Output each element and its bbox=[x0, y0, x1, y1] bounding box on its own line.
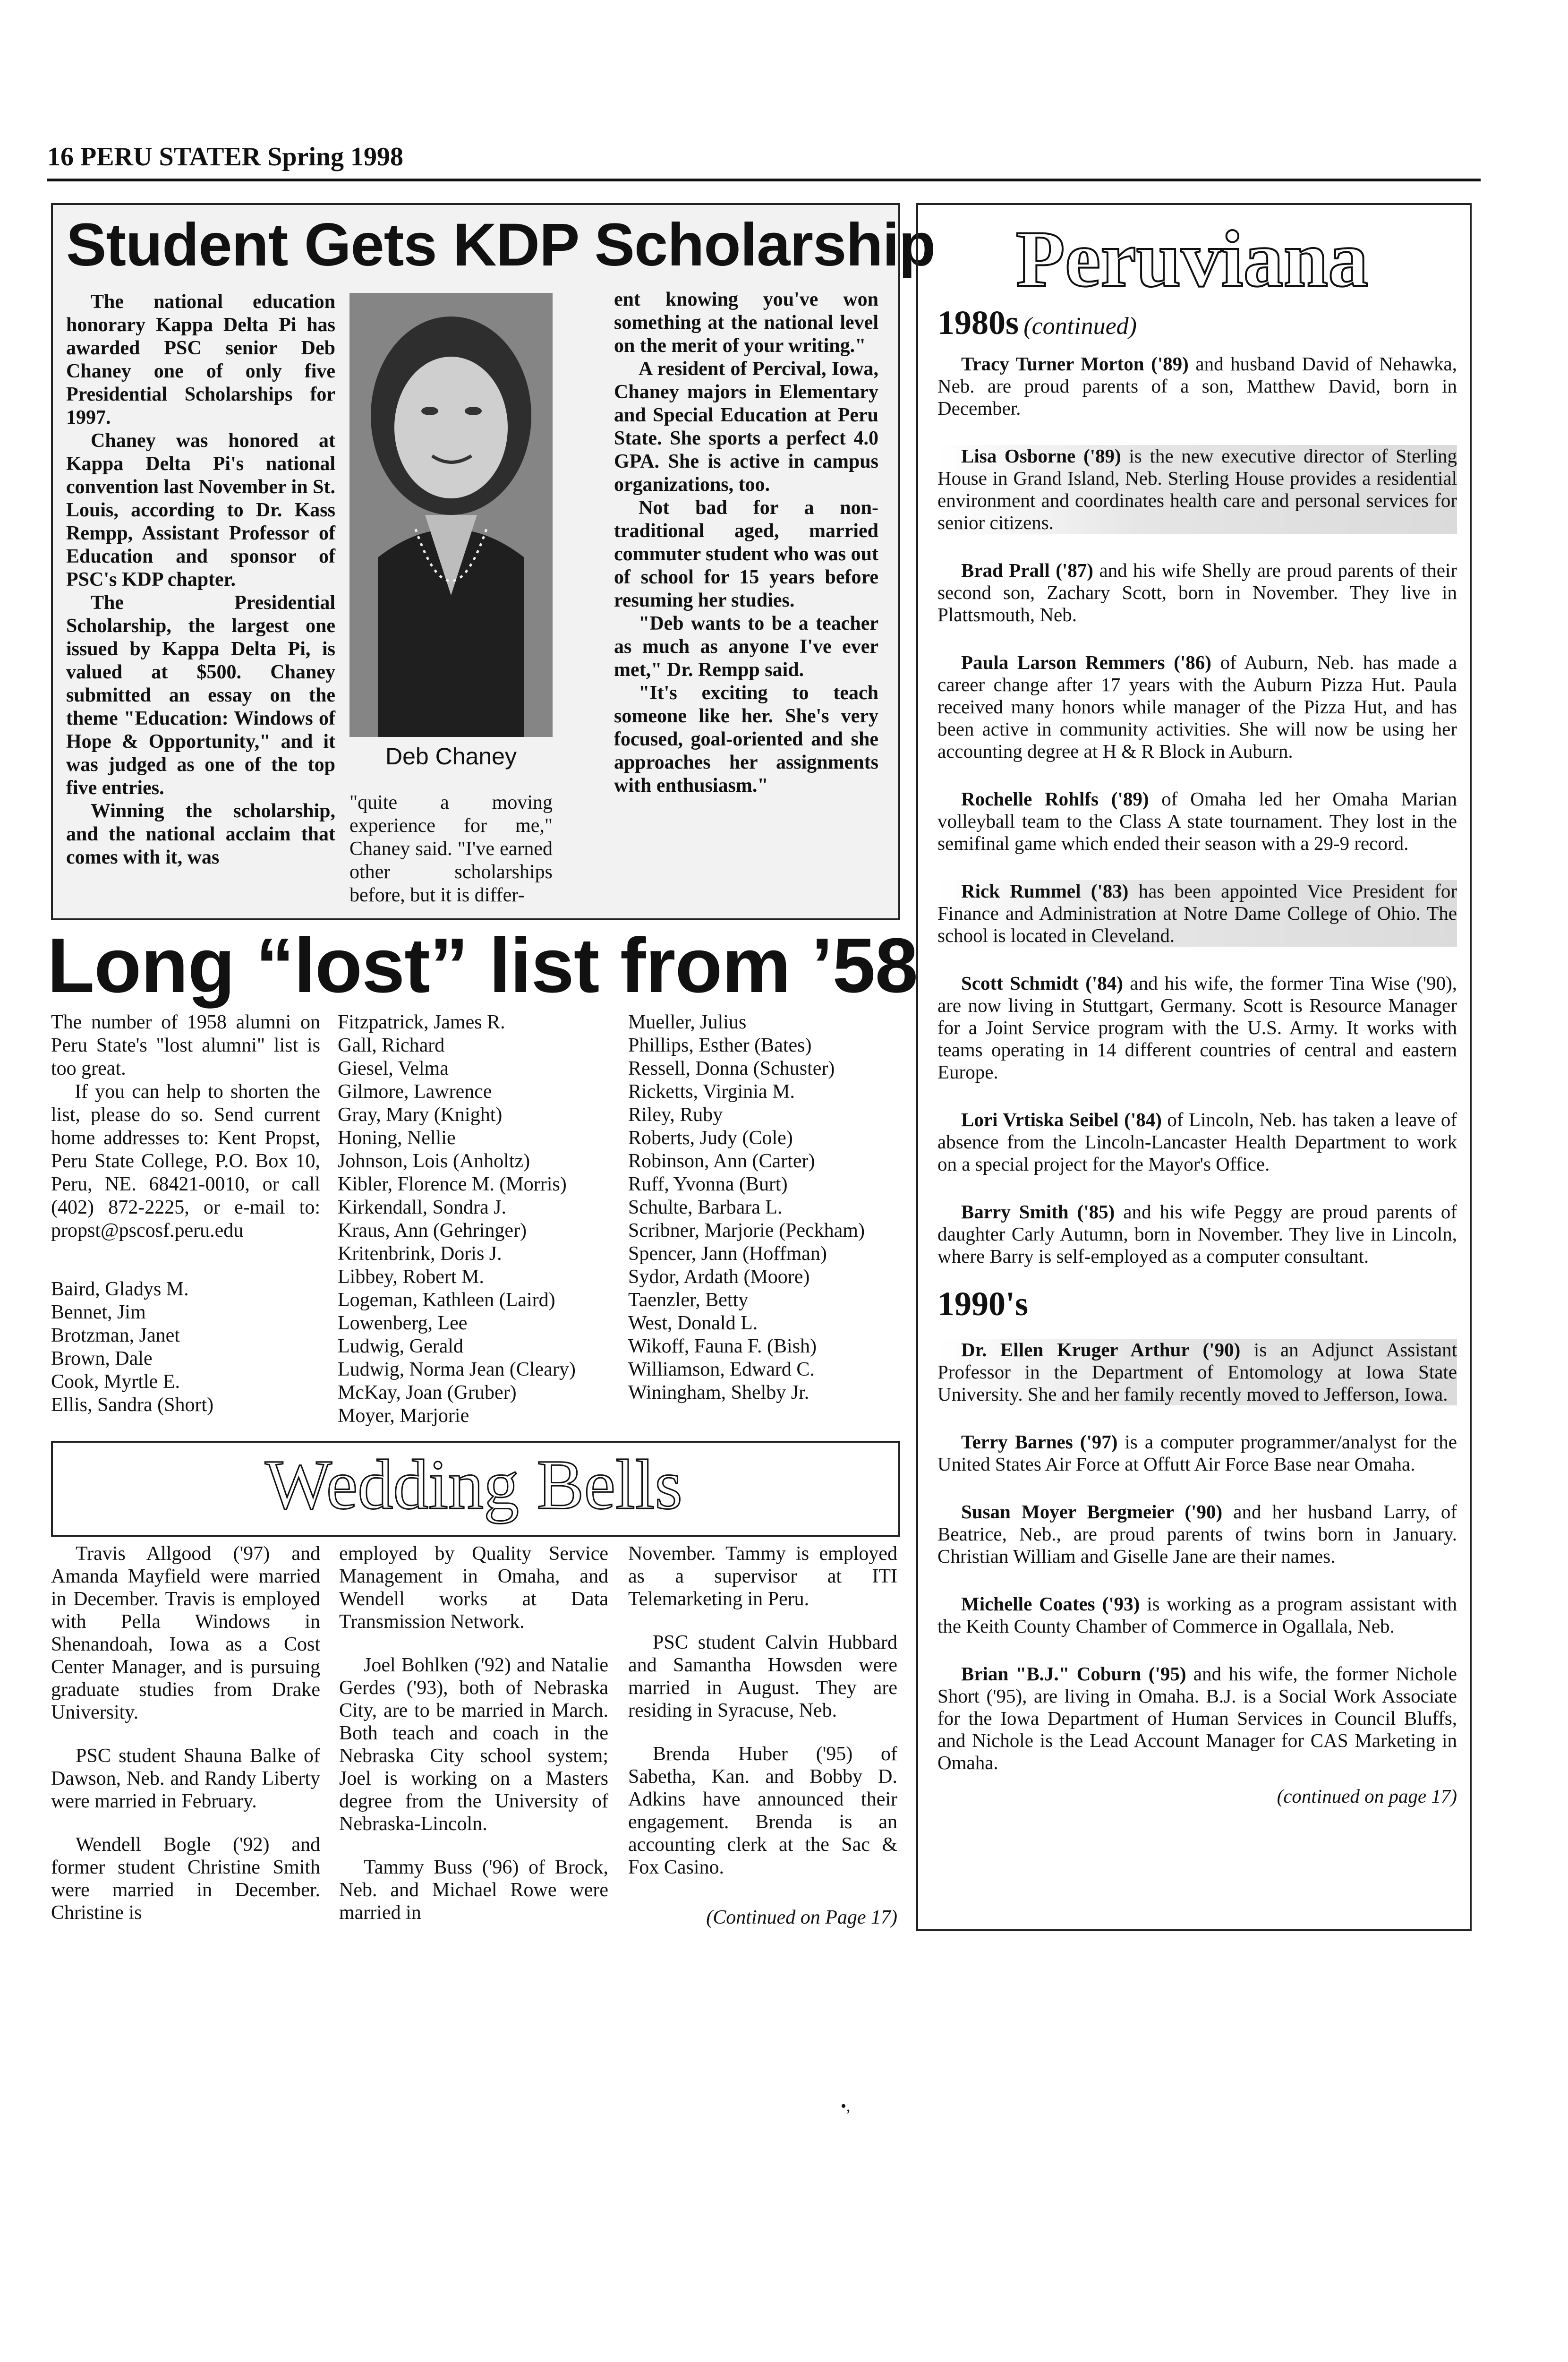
wedding-bells-headline-graphic bbox=[190, 1445, 757, 1530]
alumni-note: Rick Rummel ('83) has been appointed Vice President for Finance and Administration at Notre Dame College of Ohio. The school is located in Cleveland. bbox=[937, 880, 1457, 946]
wedding-item: Travis Allgood ('97) and Amanda Mayfield were married in December. Travis is employed with Pella Windows in Shenandoah, Iowa as a Cost Center Manager, and is pursuing graduate studies from Drake University. bbox=[51, 1543, 320, 1723]
lost-alumni-name: Gilmore, Lawrence bbox=[338, 1081, 492, 1103]
lost-alumni-name: Roberts, Judy (Cole) bbox=[628, 1127, 793, 1149]
section-heading-1980s bbox=[937, 304, 1457, 342]
lost-list-headline: Long “lost” list from ’58 bbox=[47, 922, 918, 1009]
items-1990s bbox=[937, 1339, 1457, 1774]
alumni-note: Lisa Osborne ('89) is the new executive director of Sterling House in Grand Island, Neb. Sterling House provides a residential environment and coordinates health care and personal services for senior citizens. bbox=[937, 445, 1457, 533]
lost-alumni-name: Gray, Mary (Knight) bbox=[338, 1104, 503, 1126]
alumni-note: Brad Prall ('87) and his wife Shelly are proud parents of their second son, Zachary Scott, born in November. They live in Plattsmouth, Neb. bbox=[937, 559, 1457, 625]
alumni-note: Susan Moyer Bergmeier ('90) and her husband Larry, of Beatrice, Neb., are proud parents of twins born in January. Christian William and Giselle Jane are their names. bbox=[937, 1501, 1457, 1567]
lost-alumni-name: Winingham, Shelby Jr. bbox=[628, 1382, 810, 1404]
alumni-note: Brian "B.J." Coburn ('95) and his wife, the former Nichole Short ('95), are living in Omaha. B.J. is a Social Work Associate for the Iowa Department of Human Services in Council Bluffs, and Nichole is the Lead Account Manager for CAS Marketing in Omaha. bbox=[937, 1663, 1457, 1773]
alumni-note: Lori Vrtiska Seibel ('84) of Lincoln, Neb. has taken a leave of absence from the Lincoln-Lancaster Health Department to work on a special project for the Mayor's Office. bbox=[937, 1109, 1457, 1175]
lost-alumni-name: Brotzman, Janet bbox=[51, 1325, 180, 1346]
lost-names-column-2 bbox=[338, 1011, 602, 1428]
lost-alumni-name: Sydor, Ardath (Moore) bbox=[628, 1266, 810, 1288]
alumni-note: Tracy Turner Morton ('89) and husband David of Nehawka, Neb. are proud parents of a son, Matthew David, born in December. bbox=[937, 353, 1457, 419]
lost-alumni-name: Baird, Gladys M. bbox=[51, 1278, 189, 1300]
alumni-note: Paula Larson Remmers ('86) of Auburn, Neb. has made a career change after 17 years with the Auburn Pizza Hut. Paula received many honors while manager of the Pizza Hut, and has been active in community activities. She will now be using her accounting degree at H & R Block in Auburn. bbox=[937, 651, 1457, 762]
wedding-item: Tammy Buss ('96) of Brock, Neb. and Michael Rowe were married in bbox=[339, 1857, 608, 1924]
portrait-illustration bbox=[349, 293, 553, 737]
wedding-item: Joel Bohlken ('92) and Natalie Gerdes ('93), both of Nebraska City, are to be married in March. Both teach and coach in the Nebraska City school system; Joel is working on a Masters degree from the University of Nebraska-Lincoln. bbox=[339, 1654, 608, 1835]
lost-intro-paragraph: The number of 1958 alumni on Peru State's "lost alumni" list is too great. bbox=[51, 1011, 320, 1079]
lost-alumni-name: Wikoff, Fauna F. (Bish) bbox=[628, 1335, 817, 1357]
lost-alumni-name: Ricketts, Virginia M. bbox=[628, 1081, 795, 1103]
peruviana-column bbox=[937, 304, 1457, 1807]
lost-names-column-1 bbox=[51, 1278, 320, 1417]
lost-alumni-name: Honing, Nellie bbox=[338, 1127, 456, 1149]
lost-alumni-name: Ruff, Yvonna (Burt) bbox=[628, 1173, 788, 1195]
lost-alumni-name: Kraus, Ann (Gehringer) bbox=[338, 1220, 527, 1241]
kdp-paragraph: "Deb wants to be a teacher as much as anyone I've ever met," Dr. Rempp said. bbox=[614, 613, 878, 681]
kdp-paragraph: The Presidential Scholarship, the largest one issued by Kappa Delta Pi, is valued at $500. Chaney submitted an essay on the theme "Education: Windows of Hope & Opportunity," and it was judged as one of the top five entries. bbox=[66, 592, 335, 799]
kdp-paragraph: "quite a moving experience for me," Chaney said. "I've earned other scholarships before, but it is differ- bbox=[349, 792, 553, 906]
lost-alumni-name: Phillips, Esther (Bates) bbox=[628, 1035, 812, 1056]
lost-alumni-name: Libbey, Robert M. bbox=[338, 1266, 484, 1288]
lost-intro bbox=[51, 1011, 320, 1242]
wedding-item: Wendell Bogle ('92) and former student Christine Smith were married in December. Christine is bbox=[51, 1834, 320, 1924]
peruviana-banner bbox=[926, 208, 1458, 307]
peruviana-headline-graphic bbox=[926, 208, 1458, 307]
lost-alumni-name: Ressell, Donna (Schuster) bbox=[628, 1058, 835, 1079]
kdp-column-1 bbox=[66, 291, 335, 869]
lost-alumni-name: Williamson, Edward C. bbox=[628, 1359, 815, 1380]
lost-alumni-name: Mueller, Julius bbox=[628, 1011, 747, 1033]
lost-alumni-name: McKay, Joan (Gruber) bbox=[338, 1382, 517, 1404]
lost-alumni-name: Brown, Dale bbox=[51, 1348, 153, 1369]
lost-alumni-name: Moyer, Marjorie bbox=[338, 1405, 469, 1427]
wedding-item: Brenda Huber ('95) of Sabetha, Kan. and Bobby D. Adkins have announced their engagement. Brenda is an accounting clerk at the Sac & Fox Casino. bbox=[628, 1743, 897, 1878]
lost-alumni-name: Kritenbrink, Doris J. bbox=[338, 1243, 502, 1265]
running-head: 16 PERU STATER Spring 1998 bbox=[47, 142, 404, 171]
peruviana-title: Peruviana bbox=[1015, 214, 1369, 303]
lost-alumni-name: West, Donald L. bbox=[628, 1312, 758, 1334]
alumni-note: Barry Smith ('85) and his wife Peggy are proud parents of daughter Carly Autumn, born in November. They live in Lincoln, where Barry is self-employed as a computer consultant. bbox=[937, 1201, 1457, 1267]
lost-alumni-name: Fitzpatrick, James R. bbox=[338, 1011, 505, 1033]
stray-mark: •, bbox=[841, 2097, 851, 2115]
lost-intro-paragraph: If you can help to shorten the list, please do so. Send current home addresses to: Kent Propst, Peru State College, P.O. Box 10, Peru, NE. 68421-0010, or call (402) 872-2225, or e-mail to: propst@pscosf.peru.edu bbox=[51, 1081, 320, 1241]
kdp-headline: Student Gets KDP Scholarship bbox=[66, 211, 936, 279]
lost-alumni-name: Ellis, Sandra (Short) bbox=[51, 1394, 214, 1416]
lost-alumni-name: Giesel, Velma bbox=[338, 1058, 449, 1079]
alumni-note: Scott Schmidt ('84) and his wife, the former Tina Wise ('90), are now living in Stuttgart, Germany. Scott is Resource Manager for a Joint Service program with the U.S. Army. It works with teams operating in 14 different countries of central and eastern Europe. bbox=[937, 972, 1457, 1083]
section-label: 1990's bbox=[937, 1285, 1029, 1323]
alumni-note: Dr. Ellen Kruger Arthur ('90) is an Adjunct Assistant Professor in the Department of Entomology at Iowa State University. She and her family recently moved to Jefferson, Iowa. bbox=[937, 1339, 1457, 1405]
lost-alumni-name: Ludwig, Norma Jean (Cleary) bbox=[338, 1359, 576, 1380]
kdp-column-3 bbox=[614, 288, 878, 797]
kdp-column-2 bbox=[349, 791, 553, 907]
wedding-column-2 bbox=[339, 1542, 608, 1924]
alumni-note: Rochelle Rohlfs ('89) of Omaha led her Omaha Marian volleyball team to the Class A state tournament. They lost in the semifinal game which ended their season with a 29-9 record. bbox=[937, 788, 1457, 854]
lost-alumni-name: Riley, Ruby bbox=[628, 1104, 723, 1126]
lost-alumni-name: Scribner, Marjorie (Peckham) bbox=[628, 1220, 865, 1241]
kdp-paragraph: "It's exciting to teach someone like her. She's very focused, goal-oriented and she approaches her assignments with enthusiasm." bbox=[614, 682, 878, 796]
lost-alumni-name: Spencer, Jann (Hoffman) bbox=[628, 1243, 827, 1265]
section-heading-1990s bbox=[937, 1285, 1457, 1323]
lost-alumni-name: Cook, Myrtle E. bbox=[51, 1371, 180, 1393]
wedding-bells-title: Wedding Bells bbox=[265, 1445, 682, 1524]
lost-alumni-name: Logeman, Kathleen (Laird) bbox=[338, 1289, 555, 1311]
section-label: 1980s bbox=[937, 304, 1019, 342]
photo-caption: Deb Chaney bbox=[385, 743, 517, 770]
wedding-column-3 bbox=[628, 1542, 897, 1900]
kdp-paragraph: The national education honorary Kappa Delta Pi has awarded PSC senior Deb Chaney one of only five Presidential Scholarships for 1997. bbox=[66, 291, 335, 428]
lost-alumni-name: Kirkendall, Sondra J. bbox=[338, 1197, 506, 1218]
alumni-note: Terry Barnes ('97) is a computer programmer/analyst for the United States Air Force at Offutt Air Force Base near Omaha. bbox=[937, 1431, 1457, 1475]
lost-alumni-name: Johnson, Lois (Anholtz) bbox=[338, 1150, 530, 1172]
kdp-paragraph: Not bad for a non-traditional aged, married commuter student who was out of school for 15 years before resuming her studies. bbox=[614, 497, 878, 611]
kdp-paragraph: ent knowing you've won something at the national level on the merit of your writing." bbox=[614, 289, 878, 357]
lost-alumni-name: Gall, Richard bbox=[338, 1035, 445, 1056]
kdp-paragraph: Winning the scholarship, and the national acclaim that comes with it, was bbox=[66, 800, 335, 868]
lost-alumni-name: Ludwig, Gerald bbox=[338, 1335, 463, 1357]
items-1980s bbox=[937, 353, 1457, 1267]
kdp-paragraph: A resident of Percival, Iowa, Chaney majors in Elementary and Special Education at Peru State. She sports a perfect 4.0 GPA. She is active in campus organizations, too. bbox=[614, 358, 878, 496]
lost-alumni-name: Taenzler, Betty bbox=[628, 1289, 749, 1311]
peruviana-continued-note: (continued on page 17) bbox=[1277, 1785, 1457, 1807]
alumni-note: Michelle Coates ('93) is working as a program assistant with the Keith County Chamber of Commerce in Ogallala, Neb. bbox=[937, 1593, 1457, 1637]
lost-alumni-name: Schulte, Barbara L. bbox=[628, 1197, 783, 1218]
wedding-bells-banner bbox=[51, 1441, 896, 1533]
lost-alumni-name: Kibler, Florence M. (Morris) bbox=[338, 1173, 567, 1195]
wedding-item: employed by Quality Service Management in Omaha, and Wendell works at Data Transmission Network. bbox=[339, 1543, 608, 1633]
wedding-column-1 bbox=[51, 1542, 320, 1924]
kdp-paragraph: Chaney was honored at Kappa Delta Pi's national convention last November in St. Louis, according to Dr. Kass Rempp, Assistant Professor of Education and sponsor of PSC's KDP chapter. bbox=[66, 430, 335, 590]
lost-names-column-3 bbox=[628, 1011, 893, 1404]
deb-chaney-photo bbox=[349, 293, 553, 737]
section-note: (continued) bbox=[1023, 313, 1137, 340]
wedding-item: PSC student Calvin Hubbard and Samantha Howsden were married in August. They are residing in Syracuse, Neb. bbox=[628, 1632, 897, 1721]
top-rule bbox=[47, 179, 1481, 181]
lost-alumni-name: Lowenberg, Lee bbox=[338, 1312, 468, 1334]
lost-alumni-name: Robinson, Ann (Carter) bbox=[628, 1150, 815, 1172]
lost-alumni-name: Bennet, Jim bbox=[51, 1301, 146, 1323]
wedding-item: PSC student Shauna Balke of Dawson, Neb. and Randy Liberty were married in February. bbox=[51, 1745, 320, 1812]
wedding-continued-note: (Continued on Page 17) bbox=[706, 1907, 897, 1928]
wedding-item: November. Tammy is employed as a supervisor at ITI Telemarketing in Peru. bbox=[628, 1543, 897, 1610]
